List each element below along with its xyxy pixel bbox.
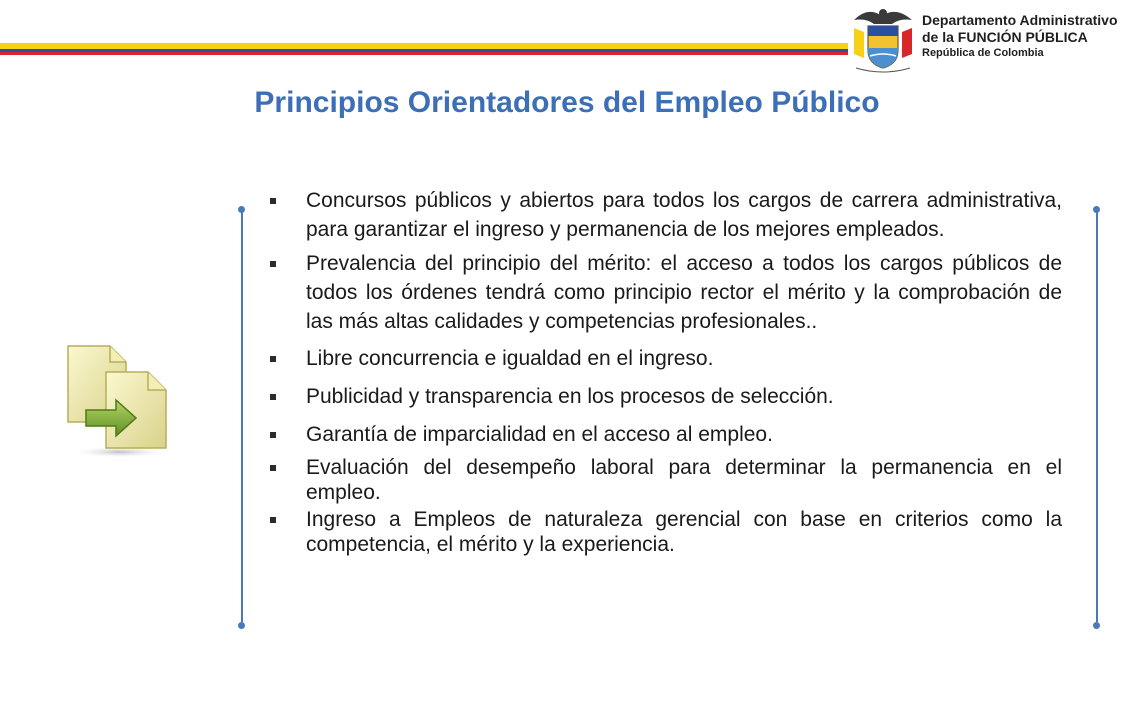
right-rule-bottom-dot xyxy=(1093,622,1100,629)
list-item-text: Garantía de imparcialidad en el acceso al empleo. xyxy=(306,423,773,446)
bullet-square-icon xyxy=(270,198,276,204)
bullet-square-icon xyxy=(270,465,276,471)
list-item-text: Publicidad y transparencia en los procesos de selección. xyxy=(306,385,834,408)
page-title: Principios Orientadores del Empleo Público xyxy=(254,86,880,119)
flag-stripes xyxy=(0,43,848,55)
bullet-square-icon xyxy=(270,394,276,400)
right-rule xyxy=(1096,212,1098,622)
logo-line-funcion-publica: de la FUNCIÓN PÚBLICA xyxy=(922,29,1088,45)
left-rule xyxy=(241,212,243,622)
list-item-text: Libre concurrencia e igualdad en el ingreso. xyxy=(306,347,714,370)
logo-line-country: República de Colombia xyxy=(922,47,1044,59)
list-item xyxy=(266,455,1062,505)
list-item-text: Ingreso a Empleos de naturaleza gerencial con base en criterios como la competencia, el mérito y la experiencia. xyxy=(306,508,1062,556)
bullet-square-icon xyxy=(270,517,276,523)
list-item-text: Evaluación del desempeño laboral para determinar la permanencia en el empleo. xyxy=(306,456,1062,504)
copy-documents-arrow-icon xyxy=(58,340,178,460)
institution-logo xyxy=(848,4,1128,80)
list-item-text: Concursos públicos y abiertos para todos los cargos de carrera administrativa, para garantizar el ingreso y permanencia de los mejores empleados. xyxy=(306,189,1062,241)
bullet-square-icon xyxy=(270,356,276,362)
list-item xyxy=(266,420,1062,449)
list-item-text: Prevalencia del principio del mérito: el acceso a todos los cargos públicos de todos los órdenes tendrá como principio rector el mérito y la comprobación de las más altas calidades y competencias profesionales.. xyxy=(306,252,1062,333)
list-item xyxy=(266,249,1062,336)
bullet-square-icon xyxy=(270,432,276,438)
principles-list xyxy=(266,186,1062,557)
list-item xyxy=(266,186,1062,244)
list-item xyxy=(266,382,1062,411)
coat-of-arms-icon xyxy=(848,4,918,80)
left-rule-bottom-dot xyxy=(238,622,245,629)
list-item xyxy=(266,344,1062,373)
list-item xyxy=(266,507,1062,557)
logo-line-department: Departamento Administrativo xyxy=(922,12,1118,28)
bullet-square-icon xyxy=(270,261,276,267)
